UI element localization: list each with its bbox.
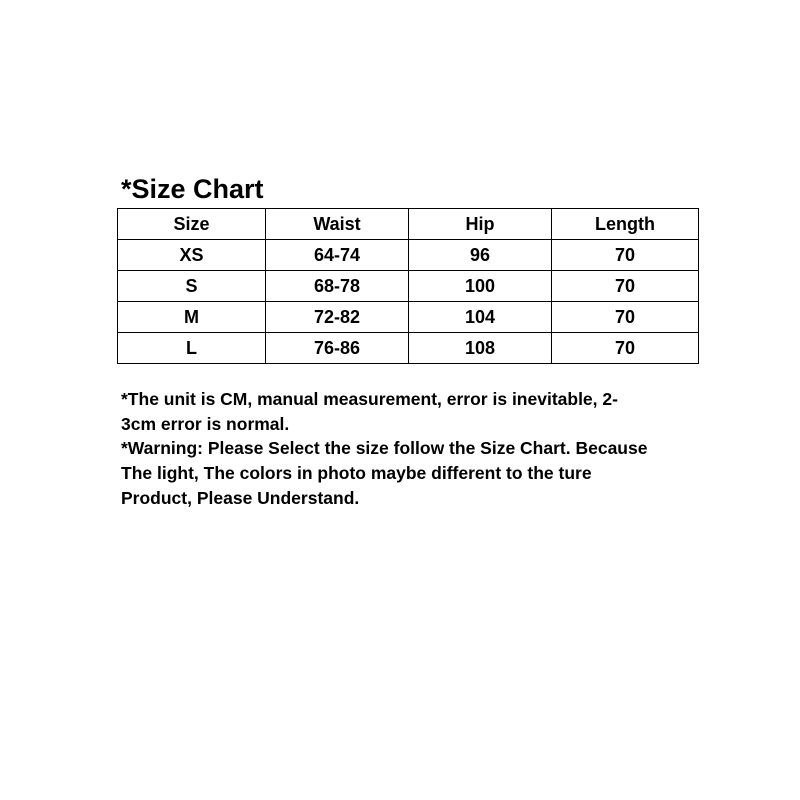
- cell-length: 70: [552, 271, 699, 302]
- unit-note-line: *The unit is CM, manual measurement, error is inevitable, 2-: [121, 389, 618, 409]
- table-header-row: [118, 209, 699, 240]
- cell-hip: 104: [409, 302, 552, 333]
- size-chart-table: [117, 208, 699, 364]
- notes-section: [121, 387, 701, 511]
- header-length: Length: [552, 209, 699, 240]
- cell-hip: 108: [409, 333, 552, 364]
- header-hip: Hip: [409, 209, 552, 240]
- table-row: [118, 302, 699, 333]
- warning-note-line: Product, Please Understand.: [121, 487, 360, 508]
- cell-length: 70: [552, 240, 699, 271]
- cell-waist: 64-74: [266, 240, 409, 271]
- table-row: [118, 240, 699, 271]
- cell-hip: 96: [409, 240, 552, 271]
- header-waist: Waist: [266, 209, 409, 240]
- cell-length: 70: [552, 333, 699, 364]
- table-row: [118, 333, 699, 364]
- cell-waist: 68-78: [266, 271, 409, 302]
- table-row: [118, 271, 699, 302]
- warning-note: [121, 436, 701, 510]
- cell-length: 70: [552, 302, 699, 333]
- cell-waist: 72-82: [266, 302, 409, 333]
- page-title: *Size Chart: [121, 174, 264, 204]
- cell-size: M: [118, 302, 266, 333]
- cell-size: S: [118, 271, 266, 302]
- unit-note: [121, 387, 701, 436]
- cell-hip: 100: [409, 271, 552, 302]
- warning-note-line: The light, The colors in photo maybe different to the ture: [121, 463, 592, 484]
- cell-size: XS: [118, 240, 266, 271]
- unit-note-line: 3cm error is normal.: [121, 413, 290, 434]
- warning-note-line: *Warning: Please Select the size follow the Size Chart. Because: [121, 438, 648, 459]
- cell-size: L: [118, 333, 266, 364]
- header-size: Size: [118, 209, 266, 240]
- cell-waist: 76-86: [266, 333, 409, 364]
